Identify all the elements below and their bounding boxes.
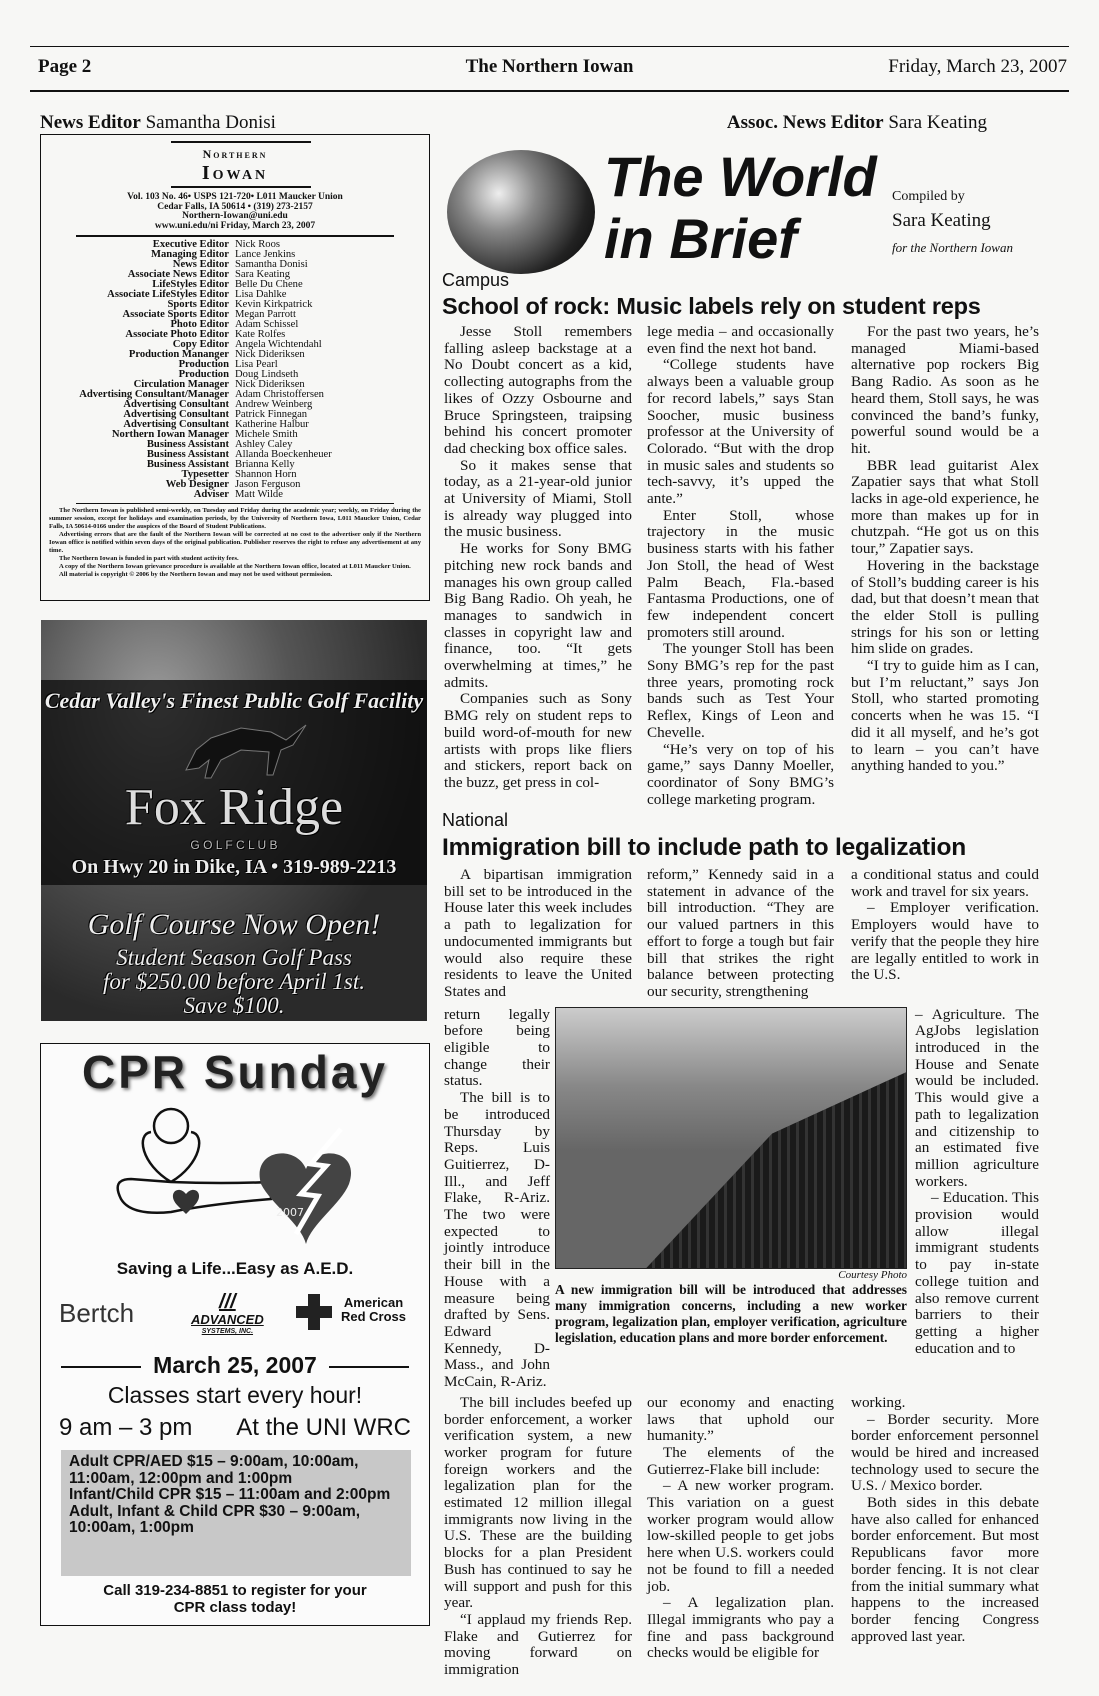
credit-name: Sara Keating — [888, 112, 987, 133]
red-cross-icon — [296, 1294, 332, 1330]
staff-name: Patrick Finnegan — [235, 409, 308, 420]
golf-offer — [41, 946, 427, 1018]
staff-name: Megan Parrott — [235, 309, 296, 320]
cpr-year: 2007 — [276, 1206, 304, 1219]
article-paragraph: The younger Stoll has been Sony BMG’s rep for the past three years, promoting rock bands such as Test Your Reflex, Kings of Leon and Chevelle. — [647, 640, 834, 741]
staff-role: Business Assistant — [146, 459, 229, 470]
staff-role: Photo Editor — [170, 319, 229, 330]
photo-block — [555, 1007, 907, 1346]
national-column-3-mid — [915, 1007, 1039, 1358]
call-line: Call 319-234-8851 to register for your — [103, 1582, 367, 1599]
article-paragraph: Companies such as Sony BMG rely on student reps to build word-of-mouth for new artists with props like fliers and stickers, report back on the buzz, get press in col- — [444, 690, 632, 791]
cpr-title: CPR Sunday — [81, 1046, 389, 1098]
national-column-1-mid — [444, 1007, 550, 1391]
article-paragraph: “I applaud my friends Rep. Flake and Gutierrez for moving forward on immigration — [444, 1610, 632, 1679]
article-paragraph: Jesse Stoll remembers falling asleep backstage at a No Doubt concert as a kid, collecting autographs from the likes of Ozzy Osbourne and Bruce Springsteen, traipsing behind his concert promoter dad checking box office sales. — [444, 323, 632, 457]
fine-print-paragraph: All material is copyright © 2006 by the Northern Iowan and may not be used without permission. — [59, 571, 333, 578]
staff-name: Kevin Kirkpatrick — [235, 299, 313, 310]
credit-role: Assoc. News Editor — [726, 112, 884, 133]
national-bottom-row — [444, 1395, 1039, 1679]
staff-role: Associate Photo Editor — [125, 329, 229, 340]
info-line: Cedar Falls, IA 50614 • (319) 273-2157 — [157, 201, 313, 212]
masthead-info — [41, 193, 429, 231]
credit-role: News Editor — [40, 112, 141, 133]
compiled-for: for the Northern Iowan — [892, 240, 1013, 255]
header-rule — [30, 90, 1069, 92]
national-column-2-bottom — [647, 1395, 834, 1662]
section-campus: Campus — [442, 270, 510, 290]
fine-print-paragraph: The Northern Iowan is published semi-weekly, on Tuesday and Friday during the academic year; weekly, on Friday during the summer session, except for holidays and examination periods, by the University of Northern Iowa, L011 Maucker Union, Cedar Falls, IA 50614-0166 under the auspices of the Board of Student Publications. — [49, 507, 421, 530]
issue-date: Friday, March 23, 2007 — [888, 56, 1067, 77]
masthead-name-bottom: Iowan — [201, 162, 269, 184]
credit-name: Samantha Donisi — [145, 112, 276, 133]
staff-name: Ashley Caley — [235, 439, 293, 450]
fine-print-paragraph: Advertising errors that are the fault of the Northern Iowan will be corrected at no cost to the advertiser only if the Northern Iowan office is notified within seven days of the original publication. Publisher reserves the right to refuse any advertisement at any time. — [49, 531, 421, 554]
article-paragraph: – A legalization plan. Illegal immigrants who pay a fine and pass background checks would be eligible for — [647, 1594, 834, 1662]
staff-name: Samantha Donisi — [235, 259, 308, 270]
info-line: Vol. 103 No. 46• USPS 121-720• L011 Maucker Union — [127, 192, 343, 202]
staff-role: Advertising Consultant — [123, 409, 229, 420]
staff-role: Business Assistant — [146, 439, 229, 450]
staff-name: Nick Roos — [235, 239, 281, 250]
article-paragraph: our economy and enacting laws that uphold our humanity.” — [647, 1393, 834, 1445]
staff-role: Production — [178, 359, 229, 370]
staff-role: Copy Editor — [172, 339, 229, 350]
national-top-row — [444, 867, 1039, 1001]
staff-name: Sara Keating — [235, 269, 291, 280]
redcross-line: American — [343, 1295, 404, 1310]
staff-role: Associate Sports Editor — [122, 309, 229, 320]
article-paragraph: – Border security. More border enforcement personnel would be hired and increased technology used to secure the U.S. / Mexico border. — [851, 1410, 1039, 1495]
article-paragraph: He works for Sony BMG pitching new rock bands and manages his own group called Big Bang Radio. Oh yeah, he manages to sandwich in classes in copyright law and finance, too. “It gets overwhelming at times,” he admits. — [444, 540, 632, 691]
news-editor-credit — [40, 112, 276, 134]
article-paragraph: a conditional status and could work and travel for six years. — [851, 866, 1039, 900]
staff-name: Michele Smith — [235, 429, 298, 440]
article-paragraph: – Agriculture. The AgJobs legislation introduced in the House and Senate would be included. This would give a path to legalization and citizenship to an estimated five million agriculture workers. — [915, 1005, 1039, 1190]
national-column-1-bottom — [444, 1395, 632, 1679]
schedule-item: Adult CPR/AED $15 – 9:00am, 10:00am, 11:00am, 12:00pm and 1:00pm — [69, 1453, 359, 1487]
staff-role: Business Assistant — [146, 449, 229, 460]
photo-caption: A new immigration bill will be introduced that addresses many immigration concerns, including a new worker program, legalization plan, employer verification, agriculture legislation, education plans and more border enforcement. — [555, 1281, 907, 1345]
campus-column-3 — [851, 324, 1039, 775]
staff-role: Circulation Manager — [133, 379, 229, 390]
fox-ridge-logo: Fox Ridge — [124, 779, 344, 836]
compiled-by-name: Sara Keating — [892, 210, 991, 231]
golf-headline: Golf Course Now Open! — [87, 908, 381, 941]
article-paragraph: “I try to guide him as I can, but I’m reluctant,” says Jon Stoll, who started promoting concerts when he was 15. “I did it all myself, and he’s got to learn – you can’t have anything handed to you.” — [851, 657, 1039, 775]
masthead-box — [40, 134, 430, 601]
section-national: National — [442, 810, 509, 830]
staff-name: Allanda Boeckenheuer — [235, 449, 332, 460]
article-paragraph: BBR lead guitarist Alex Zapatier says that what Stoll lacks in age-old experience, he more than makes up for in chutzpah. “He got us on this tour,” Zapatier says. — [851, 456, 1039, 558]
staff-role: Advertising Consultant — [123, 419, 229, 430]
staff-role: Production — [178, 369, 229, 380]
assoc-news-editor-credit — [727, 112, 987, 134]
staff-role: Managing Editor — [151, 249, 229, 260]
photo-credit: Courtesy Photo — [838, 1268, 907, 1281]
article-paragraph: So it makes sense that today, as a 21-year-old junior at University of Miami, Stoll is already way plugged into the music business. — [444, 456, 632, 541]
staff-role: Sports Editor — [167, 299, 229, 310]
masthead-name-top: Northern — [202, 147, 268, 161]
campus-headline: School of rock: Music labels rely on student reps — [442, 293, 981, 319]
article-paragraph: – A new worker program. This variation on a guest worker program would allow low-skilled people to get jobs here when U.S. workers could not be found to fill a needed job. — [647, 1477, 834, 1595]
top-rule — [30, 46, 1069, 47]
staff-role: Associate News Editor — [127, 269, 229, 280]
info-line: Northern-Iowan@uni.edu — [182, 211, 288, 221]
compiled-by-label: Compiled by — [892, 189, 965, 204]
article-paragraph: The elements of the Gutierrez-Flake bill include: — [647, 1443, 834, 1478]
offer-line: Student Season Golf Pass — [116, 945, 352, 970]
sponsor-logos — [41, 1292, 429, 1342]
world-in-brief-title — [604, 146, 877, 270]
national-column-3-bottom — [851, 1395, 1039, 1646]
call-line: CPR class today! — [173, 1599, 297, 1616]
staff-name: Brianna Kelly — [235, 459, 295, 470]
national-article-body — [444, 867, 1039, 1679]
page-number: Page 2 — [38, 56, 92, 77]
article-paragraph: Enter Stoll, whose trajectory in the music business starts with his father Jon Stoll, the head of West Palm Beach, Fla.-based Fantasma Productions, one of few independent concert promoters still around. — [647, 506, 834, 641]
article-paragraph: reform,” Kennedy said in a statement in advance of the bill introduction. “They are our valued partners in this effort to forge a tough but fair bill that strikes the right balance between protecting our security, strengthening — [647, 866, 834, 1000]
bertch-logo: Bertch — [59, 1298, 135, 1328]
national-column-2-top — [647, 867, 834, 1001]
redcross-line: Red Cross — [341, 1309, 407, 1324]
staff-name: Andrew Weinberg — [235, 399, 313, 410]
staff-role: Advertising Consultant/Manager — [79, 389, 229, 400]
cpr-classes: Classes start every hour! — [107, 1382, 363, 1408]
publication-fine-print — [49, 507, 421, 579]
staff-role: Typesetter — [181, 469, 229, 480]
golf-tagline: Cedar Valley's Finest Public Golf Facility — [44, 688, 424, 713]
red-cross-logo — [341, 1296, 406, 1324]
cpr-date: March 25, 2007 — [153, 1352, 317, 1378]
staff-name: Belle Du Chene — [235, 279, 303, 290]
campus-column-2 — [647, 324, 834, 808]
title-line: in Brief — [604, 207, 797, 270]
advanced-systems-logo: /// ADVANCED SYSTEMS, INC. — [191, 1291, 264, 1335]
staff-name: Nick Dideriksen — [235, 349, 305, 360]
staff-role: Associate LifeStyles Editor — [107, 289, 229, 300]
national-column-1-top — [444, 867, 632, 1001]
advanced-sub: SYSTEMS, INC. — [201, 1328, 254, 1335]
fox-icon — [181, 720, 311, 780]
paper-name: The Northern Iowan — [465, 56, 634, 77]
golf-location: On Hwy 20 in Dike, IA • 319-989-2213 — [71, 856, 397, 878]
article-paragraph: A bipartisan immigration bill set to be introduced in the House later this week includes a path to legalization for undocumented immigrants but would also require these residents to leave the United States and — [444, 866, 632, 1000]
staff-name: Lance Jenkins — [235, 249, 296, 260]
article-paragraph: “He’s very on top of his game,” says Danny Moeller, coordinator of Sony BMG’s college marketing program. — [647, 740, 834, 808]
staff-name: Doug Lindseth — [235, 369, 299, 380]
staff-role: Production Mananger — [128, 349, 229, 360]
staff-role: News Editor — [172, 259, 229, 270]
staff-name: Kate Rolfes — [235, 329, 286, 340]
cpr-time: 9 am – 3 pm — [59, 1414, 193, 1441]
staff-name: Nick Dideriksen — [235, 379, 305, 390]
staff-name: Angela Wichtendahl — [235, 339, 322, 350]
staff-name: Matt Wilde — [235, 489, 283, 500]
staff-role: Web Designer — [165, 479, 229, 490]
article-paragraph: Both sides in this debate have also called for enhanced border enforcement. But most Republicans favor more border fencing. It is not clear from the initial summary what happens to the increased border fencing Congress approved last year. — [851, 1494, 1039, 1645]
cpr-call — [41, 1582, 429, 1616]
staff-name: Jason Ferguson — [235, 479, 301, 490]
article-paragraph: For the past two years, he’s managed Miami-based alternative pop rockers Big Bang Radio. As soon as he heard them, Stoll says, he was convinced the band’s funky, powerful sound would be a hit. — [851, 323, 1039, 457]
national-headline: Immigration bill to include path to legalization — [442, 834, 966, 861]
campus-column-1 — [444, 324, 632, 792]
fine-print-paragraph: The Northern Iowan is funded in part with student activity fees. — [59, 555, 239, 562]
globe-icon — [447, 150, 595, 274]
article-paragraph: “College students have always been a valuable group for record labels,” says Stan Soocher, music business professor at the University of Colorado. “But with the drop in music sales and students so tech-savvy, it’s upped the ante.” — [647, 356, 834, 508]
advanced-label: ADVANCED — [191, 1312, 264, 1327]
article-paragraph: The bill includes beefed up border enforcement, a worker verification system, a new worker program for future foreign workers and the legalization plan for the estimated 12 million illegal immigrants now living in the U.S. These are the building blocks for a plan President Bush has continued to say he will support and push for this year. — [444, 1393, 632, 1612]
article-paragraph: The bill is to be introduced Thursday by Reps. Luis Guitierrez, D-Ill., and Jeff Flake, R-Ariz. The two were expected to jointly introduce their bill in the House with a measure being drafted by Sens. Edward Kennedy, D-Mass., and John McCain, R-Ariz. — [444, 1089, 550, 1391]
staff-name: Lisa Pearl — [235, 359, 278, 370]
staff-name: Lisa Dahlke — [235, 289, 287, 300]
offer-line: for $250.00 before April 1st. — [103, 969, 365, 994]
cpr-heart-icon — [111, 1104, 361, 1254]
staff-row — [51, 480, 332, 490]
golf-club-label: G O L F C L U B — [190, 838, 278, 852]
article-paragraph: lege media – and occasionally even find the next hot band. — [647, 323, 834, 357]
cpr-slogan: Saving a Life...Easy as A.E.D. — [116, 1259, 354, 1278]
cpr-sunday-ad[interactable] — [40, 1043, 430, 1626]
cpr-schedule — [61, 1450, 411, 1576]
staff-role: Northern Iowan Manager — [111, 429, 229, 440]
cpr-place: At the UNI WRC — [236, 1414, 411, 1441]
staff-name: Adam Christoffersen — [235, 389, 324, 400]
staff-role: LifeStyles Editor — [152, 279, 229, 290]
fox-ridge-golf-ad[interactable] — [41, 620, 427, 1021]
staff-role: Adviser — [193, 489, 229, 500]
staff-name: Katherine Halbur — [235, 419, 309, 430]
border-fence-photo — [555, 1007, 907, 1269]
title-line: The World — [604, 145, 877, 208]
staff-role: Advertising Consultant — [123, 399, 229, 410]
article-paragraph: – Employer verification. Employers would have to verify that the people they hire are legally entitled to work in the U.S. — [851, 899, 1039, 984]
schedule-item: Adult, Infant & Child CPR $30 – 9:00am, 10:00am, 1:00pm — [69, 1502, 361, 1536]
staff-name: Adam Schissel — [235, 319, 299, 330]
staff-list — [51, 240, 332, 500]
staff-role: Executive Editor — [152, 239, 229, 250]
article-paragraph: Hovering in the backstage of Stoll’s budding career is his dad, but that doesn’t mean that the elder Stoll is pulling strings for his son or letting him slide on grades. — [851, 556, 1039, 658]
article-paragraph: return legally before being eligible to change their status. — [444, 1005, 550, 1090]
schedule-item: Infant/Child CPR $15 – 11:00am and 2:00pm — [69, 1486, 391, 1503]
info-line: www.uni.edu/ni Friday, March 23, 2007 — [154, 220, 316, 231]
fine-print-paragraph: A copy of the Northern Iowan grievance procedure is available at the Northern Iowan office, located at L011 Maucker Union. — [59, 563, 411, 570]
article-paragraph: working. — [851, 1393, 906, 1411]
national-photo-row — [444, 1007, 1039, 1391]
national-column-3-top — [851, 867, 1039, 984]
offer-line: Save $100. — [183, 993, 285, 1018]
article-paragraph: – Education. This provision would allow illegal immigrant students to pay in-state college tuition and also remove current barriers to their getting a higher education and to — [915, 1189, 1039, 1357]
staff-name: Shannon Horn — [235, 469, 297, 480]
staff-row — [51, 490, 332, 500]
